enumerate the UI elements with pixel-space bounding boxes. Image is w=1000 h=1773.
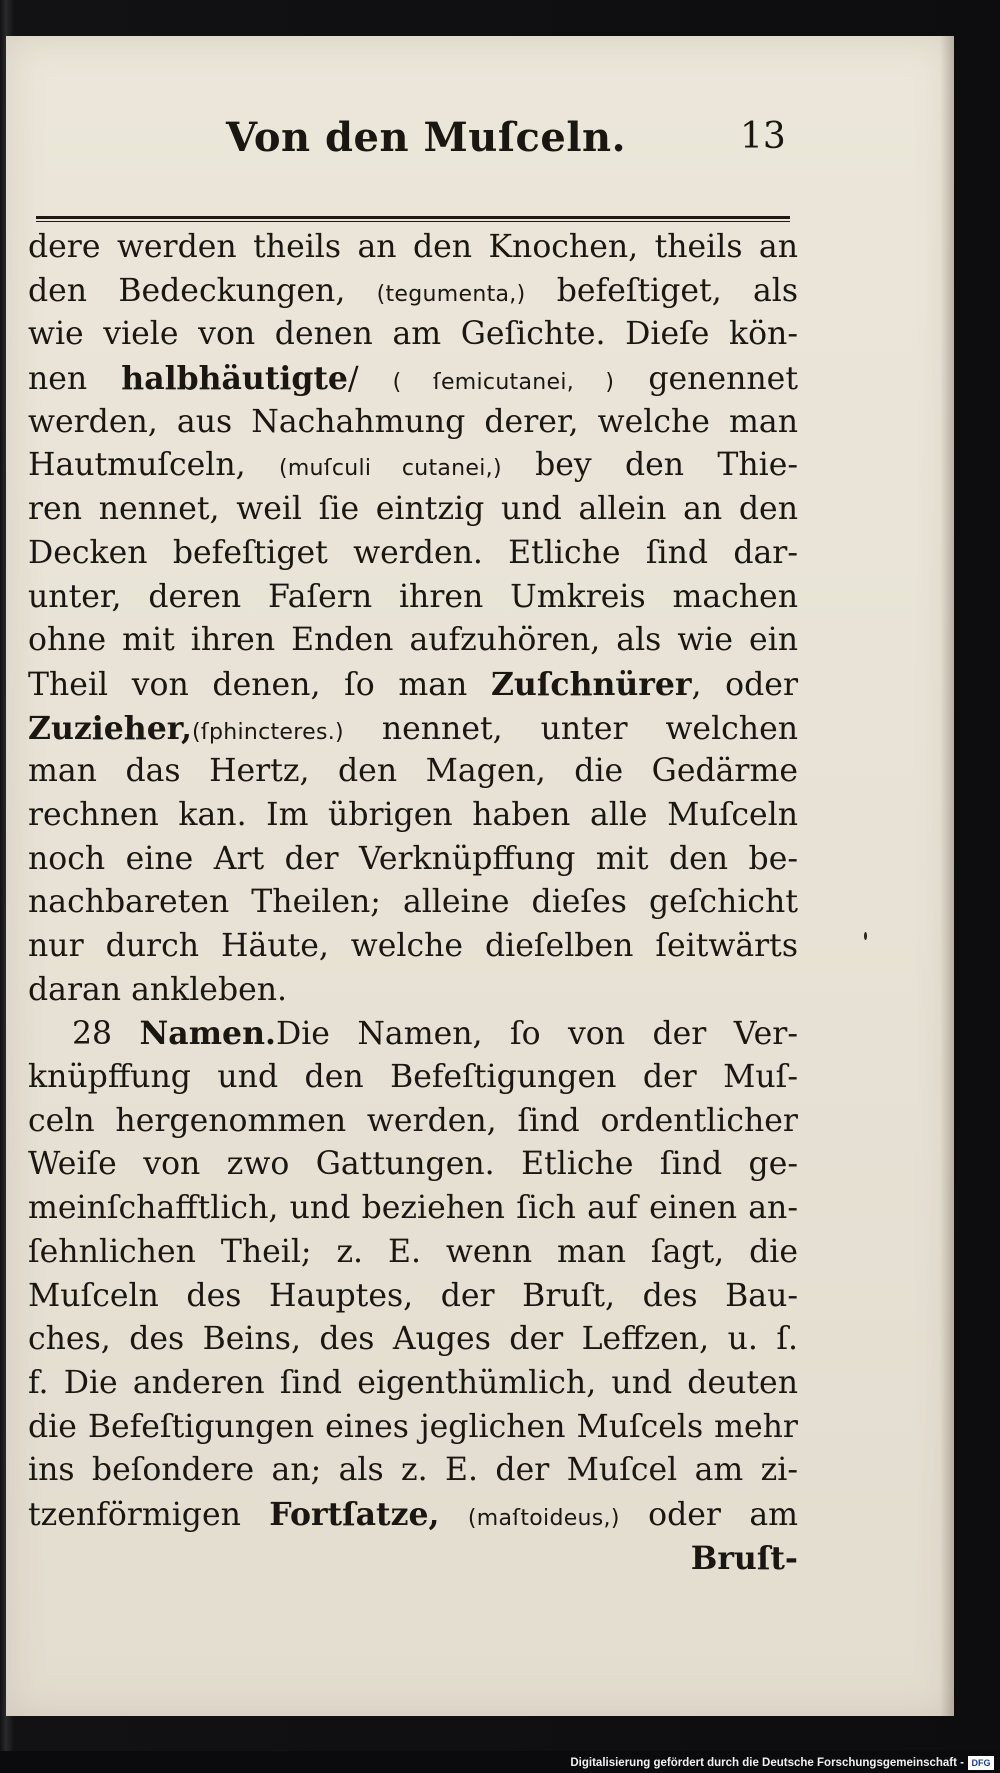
text-line: nachbareten Theilen; alleine dieſes geſchicht [28,884,798,921]
text-line: ſehnlichen Theil; z. E. wenn man ſagt, die [28,1233,798,1270]
text-line: ins beſondere an; als z. E. der Muſcel am zi- [28,1452,798,1489]
text-line: nur durch Häute, welche dieſelben ſeitwärts [28,928,798,964]
text-line: ches, des Beins, des Auges der Leffzen, u. ſ. [28,1321,798,1358]
body-text [28,226,798,1580]
latin-term: (muſculi cutanei,) [278,456,502,482]
text-line: rechnen kan. Im übrigen haben alle Muſceln [28,796,798,833]
text-line: knüpffung und den Befeſtigungen der Muſ- [28,1059,798,1096]
text-line: meinſchafftlich, und beziehen ſich auf einen an- [28,1190,798,1227]
text-line: unter, deren Faſern ihren Umkreis machen [28,578,798,615]
page-number: 13 [740,116,786,157]
text-line: Theil von denen, ſo man Zuſchnürer, oder [28,665,798,703]
running-head [6,114,954,174]
page-edge-shadow [940,36,954,1716]
section-heading: Namen. [139,1015,276,1053]
running-title: Von den Muſceln. [226,114,627,161]
emphasized-term: Fortſatze, [269,1495,440,1533]
text-line: tzenförmigen Fortſatze, (maſtoideus,) oder am [28,1495,798,1533]
latin-term: (tegumenta,) [376,281,526,307]
text-line: celn hergenommen werden, ſind ordentlicher [28,1102,798,1139]
emphasized-term: Zuzieher, [28,709,193,747]
latin-term: (ſphincteres.) [192,719,344,745]
emphasized-term: Zuſchnürer [490,665,692,703]
text-line: f. Die anderen ſind eigenthümlich, und deuten [28,1364,798,1401]
text-line: noch eine Art der Verknüpffung mit den be- [28,840,798,877]
text-line: Hautmuſceln, (muſculi cutanei,) bey den Thie- [28,447,798,484]
book-page [6,36,954,1716]
text-line: wie viele von denen am Geſichte. Dieſe kön- [28,316,798,353]
dfg-logo: DFG [968,1756,994,1770]
digitization-credit: Digitalisierung gefördert durch die Deutsche Forschungsgemeinschaft - [570,1757,964,1769]
text-line: nen halbhäutigte/ ( ſemicutanei, ) genennet [28,360,798,398]
section-start-line: 28 Namen.Die Namen, ſo von der Ver- [72,1015,798,1053]
footer-bar [0,1751,1000,1773]
header-rule [36,216,790,222]
text-line: Weiſe von zwo Gattungen. Etliche ſind ge- [28,1146,798,1183]
text-line: Zuzieher,(ſphincteres.) nennet, unter welchen [28,709,798,747]
text-line: ohne mit ihren Enden aufzuhören, als wie ein [28,622,798,659]
text-line: die Befeſtigungen eines jeglichen Muſcels mehr [28,1408,798,1445]
text-line: man das Hertz, den Magen, die Gedärme [28,753,798,790]
section-number: 28 [72,1016,140,1053]
text-line: daran ankleben. [28,971,288,1008]
latin-term: (maſtoideus,) [467,1505,620,1531]
latin-term: ( ſemicutanei, ) [392,370,615,396]
text-line: Muſceln des Hauptes, der Bruſt, des Bau- [28,1277,798,1314]
text-line: ren nennet, weil ſie eintzig und allein an den [28,491,798,528]
text-line: Decken befeſtiget werden. Etliche ſind dar- [28,534,798,571]
emphasized-term: halbhäutigte [121,360,348,398]
text-line: dere werden theils an den Knochen, theils an [28,229,798,265]
catchword: Bruſt- [690,1539,798,1577]
paper-speck [864,932,867,940]
text-line: den Bedeckungen, (tegumenta,) befeſtiget, als [28,272,798,309]
text-line: werden, aus Nachahmung derer, welche man [28,403,798,440]
